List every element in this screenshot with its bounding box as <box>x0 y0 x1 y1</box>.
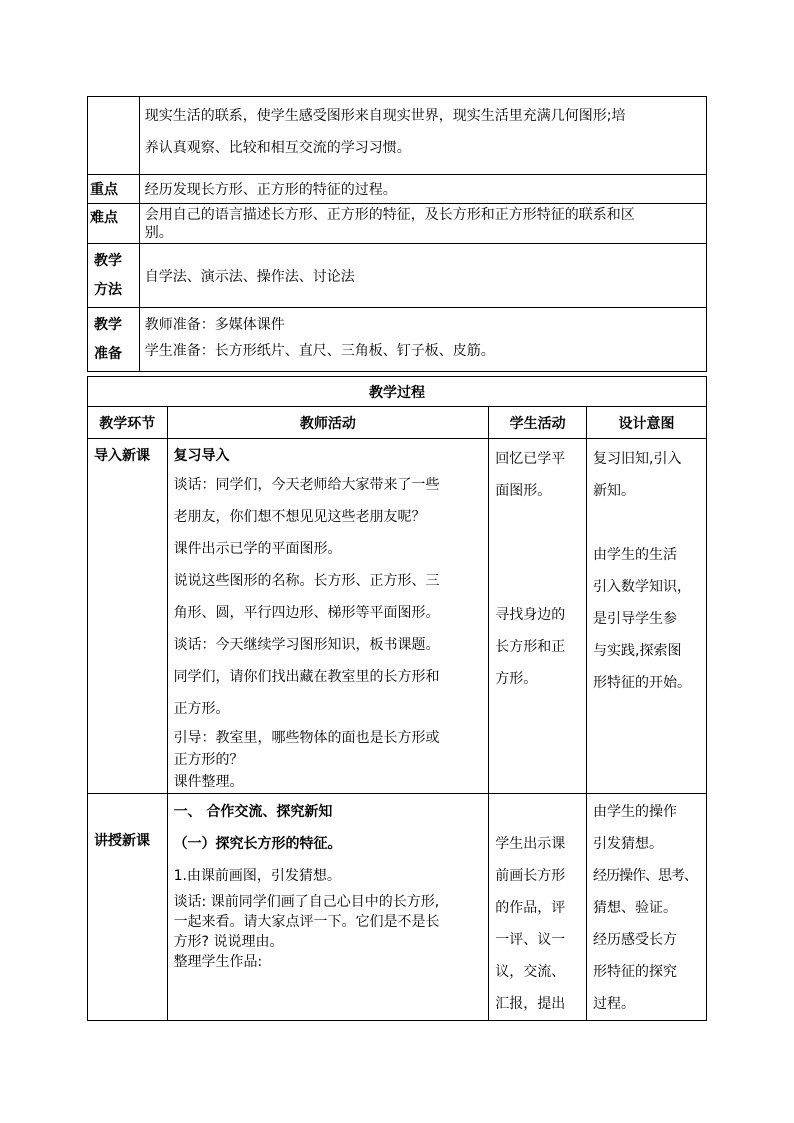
prep-label-line-2: 准备 <box>94 346 122 362</box>
header-stage: 教学环节 <box>88 407 168 439</box>
lecture-design-5: 经历感受长方 <box>593 932 678 948</box>
process-title-row <box>88 377 707 407</box>
intro-design-b-4: 与实践,探索图 <box>593 643 682 659</box>
intro-teacher-line-2: 老朋友，你们想不想见见这些老朋友呢？ <box>173 509 426 525</box>
lecture-design-1: 由学生的操作 <box>593 804 678 820</box>
intro-teacher-line-7: 同学们，请你们找出藏在教室里的长方形和 <box>173 669 440 685</box>
lecture-teacher-line-1: 1.由课前画图，引发猜想。 <box>173 868 341 884</box>
lecture-row <box>88 794 707 1021</box>
intro-student-b-1: 寻找身边的 <box>495 607 566 623</box>
prep-line-2: 学生准备：长方形纸片、直尺、三角板、钉子板、皮筋。 <box>144 343 495 359</box>
intro-teacher-tail-1: 引导：教室里，哪些物体的面也是长方形或 <box>173 730 440 746</box>
process-title: 教学过程 <box>88 377 707 407</box>
lecture-design-2: 引发猜想。 <box>593 836 664 852</box>
lecture-design-4: 猜想、验证。 <box>593 900 678 916</box>
lecture-student-5: 议，交流、 <box>495 964 566 980</box>
lecture-teacher-title: 一、 合作交流、探究新知 <box>173 804 333 820</box>
intro-teacher-line-8: 正方形。 <box>173 701 230 717</box>
lecture-student-4: 一评、议一 <box>495 932 566 948</box>
lecture-teacher-tail-1: 谈话: 课前同学们画了自己心目中的长方形, <box>173 894 440 910</box>
intro-student-a-2: 面图形。 <box>495 483 552 499</box>
prep-content <box>139 308 706 372</box>
goal-label-cell <box>88 97 140 175</box>
intro-teacher-line-6: 谈话：今天继续学习图形知识，板书课题。 <box>173 637 440 653</box>
method-content: 自学法、演示法、操作法、讨论法 <box>139 244 706 308</box>
intro-student-b-3: 方形。 <box>495 671 538 687</box>
intro-design-b-2: 引入数学知识， <box>593 579 692 595</box>
lecture-student-6: 汇报，提出 <box>495 996 566 1012</box>
goal-line-1: 现实生活的联系，使学生感受图形来自现实世界，现实生活里充满几何图形;培 <box>144 108 626 124</box>
key-point-label: 重点 <box>88 175 140 204</box>
intro-design-b-3: 是引导学生参 <box>593 611 678 627</box>
intro-teacher-line-1: 谈话：同学们，今天老师给大家带来了一些 <box>173 477 440 493</box>
method-row <box>88 244 707 308</box>
difficulty-label: 难点 <box>88 204 140 244</box>
intro-teacher-title: 复习导入 <box>173 448 230 464</box>
difficulty-row <box>88 204 707 244</box>
intro-teacher-line-5: 角形、圆，平行四边形、梯形等平面图形。 <box>173 605 440 621</box>
intro-design-b-1: 由学生的生活 <box>593 547 678 563</box>
intro-design-b-5: 形特征的开始。 <box>593 675 692 691</box>
intro-design-a-1: 复习旧知,引入 <box>593 451 682 467</box>
lecture-teacher-subtitle: （一）探究长方形的特征。 <box>173 836 342 852</box>
method-label-line-1: 教学 <box>94 253 122 269</box>
lecture-design-7: 过程。 <box>593 996 636 1012</box>
prep-row <box>88 308 707 372</box>
lecture-design-3: 经历操作、思考、 <box>593 868 698 884</box>
process-header-row <box>88 407 707 439</box>
lecture-stage: 讲授新课 <box>88 794 168 1021</box>
intro-stage: 导入新课 <box>88 439 168 794</box>
intro-design <box>587 439 707 794</box>
intro-teacher-line-4: 说说这些图形的名称。长方形、正方形、三 <box>173 573 440 589</box>
key-point-row <box>88 175 707 204</box>
header-design: 设计意图 <box>587 407 707 439</box>
lecture-teacher-tail-2: 一起来看。请大家点评一下。它们是不是长 <box>173 914 440 930</box>
method-label-line-2: 方法 <box>94 282 122 298</box>
lecture-student <box>489 794 587 1021</box>
intro-design-a-2: 新知。 <box>593 483 636 499</box>
header-teacher: 教师活动 <box>167 407 489 439</box>
lecture-teacher-tail-4: 整理学生作品: <box>173 954 263 970</box>
lecture-student-2: 前画长方形 <box>495 868 566 884</box>
difficulty-line-1: 会用自己的语言描述长方形、正方形的特征，及长方形和正方形特征的联系和区 <box>144 207 635 223</box>
intro-teacher-line-3: 课件出示已学的平面图形。 <box>173 541 342 557</box>
lecture-teacher-tail-3: 方形? 说说理由。 <box>173 934 284 950</box>
lecture-design <box>587 794 707 1021</box>
intro-teacher-tail-3: 课件整理。 <box>173 774 244 790</box>
prep-line-1: 教师准备：多媒体课件 <box>144 317 285 333</box>
prep-label-line-1: 教学 <box>94 317 122 333</box>
goal-line-2: 养认真观察、比较和相互交流的学习习惯。 <box>144 140 411 156</box>
intro-teacher <box>167 439 489 794</box>
lecture-design-6: 形特征的探究 <box>593 964 678 980</box>
key-point-content: 经历发现长方形、正方形的特征的过程。 <box>139 175 706 204</box>
prep-label <box>88 308 140 372</box>
lecture-teacher <box>167 794 489 1021</box>
lesson-info-table <box>87 96 707 372</box>
intro-row <box>88 439 707 794</box>
intro-teacher-tail-2: 正方形的？ <box>173 752 244 768</box>
lecture-student-3: 的作品，评 <box>495 900 566 916</box>
difficulty-line-2: 别。 <box>144 225 173 241</box>
intro-student-a-1: 回忆已学平 <box>495 451 566 467</box>
goal-row <box>88 97 707 175</box>
intro-student <box>489 439 587 794</box>
header-student: 学生活动 <box>489 407 587 439</box>
teaching-process-table <box>87 376 707 1021</box>
goal-content-cell <box>139 97 706 175</box>
difficulty-content <box>139 204 706 244</box>
method-label <box>88 244 140 308</box>
lecture-student-1: 学生出示课 <box>495 836 566 852</box>
intro-student-b-2: 长方形和正 <box>495 639 566 655</box>
